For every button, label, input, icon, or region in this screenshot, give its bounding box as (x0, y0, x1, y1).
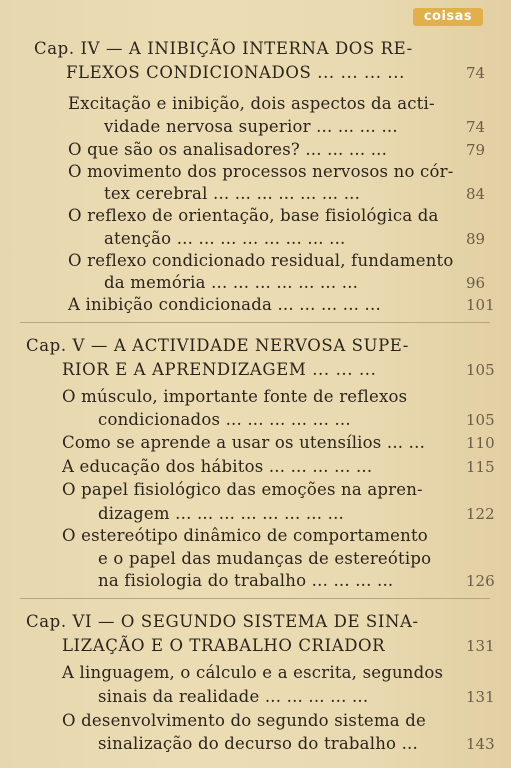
toc-entry-line: O reflexo de orientação, base fisiológica da (68, 206, 439, 225)
toc-entry-line: A linguagem, o cálculo e a escrita, segundos (62, 663, 444, 682)
toc-entry-page: 115 (466, 458, 495, 476)
toc-entry-page: 122 (466, 505, 495, 523)
chapter-6-page: 131 (466, 637, 495, 655)
toc-entry-line: O reflexo condicionado residual, fundamento (68, 251, 454, 270)
toc-entry-line: da memória ... ... ... ... ... ... ... (104, 273, 359, 292)
toc-entry-page: 110 (466, 434, 495, 452)
toc-entry-page: 101 (466, 296, 495, 314)
toc-entry-line: na fisiologia do trabalho ... ... ... ... (98, 571, 394, 590)
toc-entry-page: 126 (466, 572, 495, 590)
toc-entry-line: sinais da realidade ... ... ... ... ... (98, 687, 369, 706)
toc-entry-line: dizagem ... ... ... ... ... ... ... ... (98, 504, 344, 523)
toc-entry-line: O que são os analisadores? ... ... ... ... (68, 140, 388, 159)
chapter-6-heading-line1: Cap. VI — O SEGUNDO SISTEMA DE SINA- (26, 612, 419, 631)
toc-entry-line: O desenvolvimento do segundo sistema de (62, 711, 426, 730)
section-divider (20, 322, 490, 323)
toc-entry-page: 96 (466, 274, 486, 292)
toc-entry-line: Como se aprende a usar os utensílios ... ... (62, 433, 426, 452)
toc-entry-line: e o papel das mudanças de estereótipo (98, 549, 432, 568)
toc-entry-line: Excitação e inibição, dois aspectos da acti- (68, 94, 435, 113)
toc-entry-page: 74 (466, 118, 486, 136)
toc-entry-page: 79 (466, 141, 486, 159)
watermark-badge: coisas (413, 8, 483, 26)
section-divider (20, 598, 490, 599)
toc-entry-page: 89 (466, 230, 486, 248)
toc-entry-line: O movimento dos processos nervosos no cór- (68, 162, 454, 181)
chapter-5-heading-line2: RIOR E A APRENDIZAGEM ... ... ... (62, 360, 377, 379)
toc-entry-line: sinalização do decurso do trabalho ... (98, 734, 418, 753)
chapter-5-page: 105 (466, 361, 495, 379)
toc-entry-page: 131 (466, 688, 495, 706)
toc-entry-line: O papel fisiológico das emoções na apren- (62, 480, 423, 499)
toc-entry-line: O estereótipo dinâmico de comportamento (62, 526, 428, 545)
chapter-4-heading-line1: Cap. IV — A INIBIÇÃO INTERNA DOS RE- (34, 39, 413, 58)
toc-entry-page: 84 (466, 185, 486, 203)
chapter-6-heading-line2: LIZAÇÃO E O TRABALHO CRIADOR (62, 636, 386, 655)
toc-entry-line: O músculo, importante fonte de reflexos (62, 387, 408, 406)
toc-entry-line: vidade nervosa superior ... ... ... ... (104, 117, 398, 136)
toc-entry-line: A educação dos hábitos ... ... ... ... ... (62, 457, 373, 476)
chapter-4-page: 74 (466, 64, 486, 82)
toc-entry-line: atenção ... ... ... ... ... ... ... ... (104, 229, 346, 248)
toc-entry-page: 105 (466, 411, 495, 429)
chapter-5-heading-line1: Cap. V — A ACTIVIDADE NERVOSA SUPE- (26, 336, 409, 355)
toc-entry-page: 143 (466, 735, 495, 753)
toc-entry-line: tex cerebral ... ... ... ... ... ... ... (104, 184, 361, 203)
chapter-4-heading-line2: FLEXOS CONDICIONADOS ... ... ... ... (66, 63, 405, 82)
toc-entry-line: condicionados ... ... ... ... ... ... (98, 410, 351, 429)
toc-entry-line: A inibição condicionada ... ... ... ... ... (68, 295, 381, 314)
